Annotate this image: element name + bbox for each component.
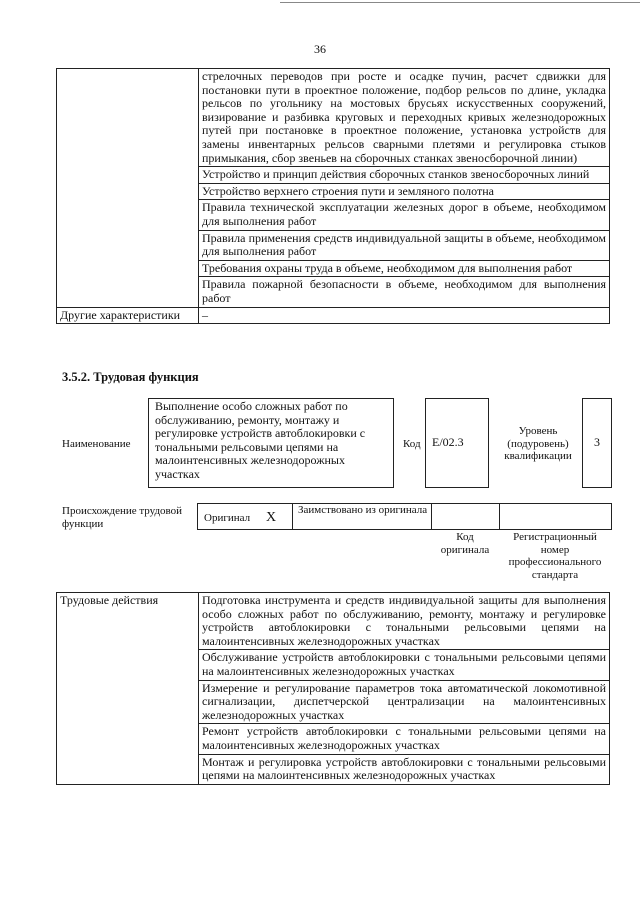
name-label: Наименование	[62, 438, 131, 450]
name-box	[148, 398, 394, 488]
knowledge-item: стрелочных переводов при росте и осадке пучин, расчет сдвижки для постановки пути в проектное положение, подбор рельсов по длине, укладка рельсов по угольнику на мостовых брусьях искусственных сооружений, визирование и разбивка круговых и переходных кривых железнодорожных путей при постановке в проектное положение, установка устройств для замены инвентарных рельсов сварными плетями и регулировка стыков примыкания, сбор звеньев на сборочных станках звеносборочной линии)	[199, 69, 610, 167]
knowledge-item: Устройство верхнего строения пути и земляного полотна	[199, 183, 610, 200]
labor-action-item: Ремонт устройств автоблокировки с тональными рельсовыми цепями на малоинтенсивных железнодорожных участках	[199, 724, 610, 754]
labor-action-item: Обслуживание устройств автоблокировки с тональными рельсовыми цепями на малоинтенсивных железнодорожных участках	[199, 650, 610, 680]
table-row	[57, 69, 610, 167]
other-characteristics-label: Другие характеристики	[57, 307, 199, 324]
page-number: 36	[314, 42, 326, 56]
knowledge-item: Правила пожарной безопасности в объеме, необходимом для выполнения работ	[199, 277, 610, 307]
labor-action-item: Монтаж и регулировка устройств автоблокировки с тональными рельсовыми цепями на малоинтенсивных железнодорожных участках	[199, 754, 610, 784]
name-value: Выполнение особо сложных работ по обслуживанию, ремонту, монтажу и регулировке устройств автоблокировки с тональными рельсовыми цепями на малоинтенсивных железнодорожных участках	[155, 399, 366, 481]
code-label: Код	[403, 438, 421, 450]
divider	[431, 504, 432, 529]
knowledge-item: Устройство и принцип действия сборочных станков звеносборочных линий	[199, 167, 610, 184]
table-row	[57, 593, 610, 650]
level-box	[582, 398, 612, 488]
code-value: E/02.3	[432, 435, 464, 449]
code-original-caption: Код оригинала	[440, 531, 490, 556]
knowledge-item: Требования охраны труда в объеме, необходимом для выполнения работ	[199, 260, 610, 277]
labor-actions-table	[56, 592, 610, 785]
borrowed-label: Заимствовано из оригинала	[298, 504, 428, 516]
divider	[499, 504, 500, 529]
knowledge-table	[56, 68, 610, 324]
registration-caption: Регистрационный номер профессионального стандарта	[508, 531, 602, 581]
section-title: 3.5.2. Трудовая функция	[62, 370, 199, 384]
original-mark: X	[266, 510, 277, 525]
top-rule	[280, 2, 640, 3]
table-row	[57, 307, 610, 324]
origin-label: Происхождение трудовой функции	[62, 505, 183, 530]
labor-action-item: Подготовка инструмента и средств индивидуальной защиты для выполнения особо сложных работ по обслуживанию, ремонту, монтажу и регулировке устройств автоблокировки с тональными рельсовыми цепями на малоинтенсивных железнодорожных участках	[199, 593, 610, 650]
knowledge-item: Правила технической эксплуатации железных дорог в объеме, необходимом для выполнения работ	[199, 200, 610, 230]
code-box	[425, 398, 489, 488]
labor-action-item: Измерение и регулирование параметров тока автоматической локомотивной сигнализации, диспетчерской централизации на малоинтенсивных железнодорожных участках	[199, 680, 610, 724]
level-value: 3	[594, 435, 600, 449]
origin-box	[197, 503, 612, 530]
table-cell-label	[57, 69, 199, 308]
original-label: Оригинал	[204, 512, 251, 524]
divider	[292, 504, 293, 529]
other-characteristics-value: –	[199, 307, 610, 324]
labor-actions-label: Трудовые действия	[57, 593, 199, 785]
knowledge-item: Правила применения средств индивидуальной защиты в объеме, необходимом для выполнения работ	[199, 230, 610, 260]
level-label: Уровень (подуровень) квалификации	[504, 425, 572, 462]
